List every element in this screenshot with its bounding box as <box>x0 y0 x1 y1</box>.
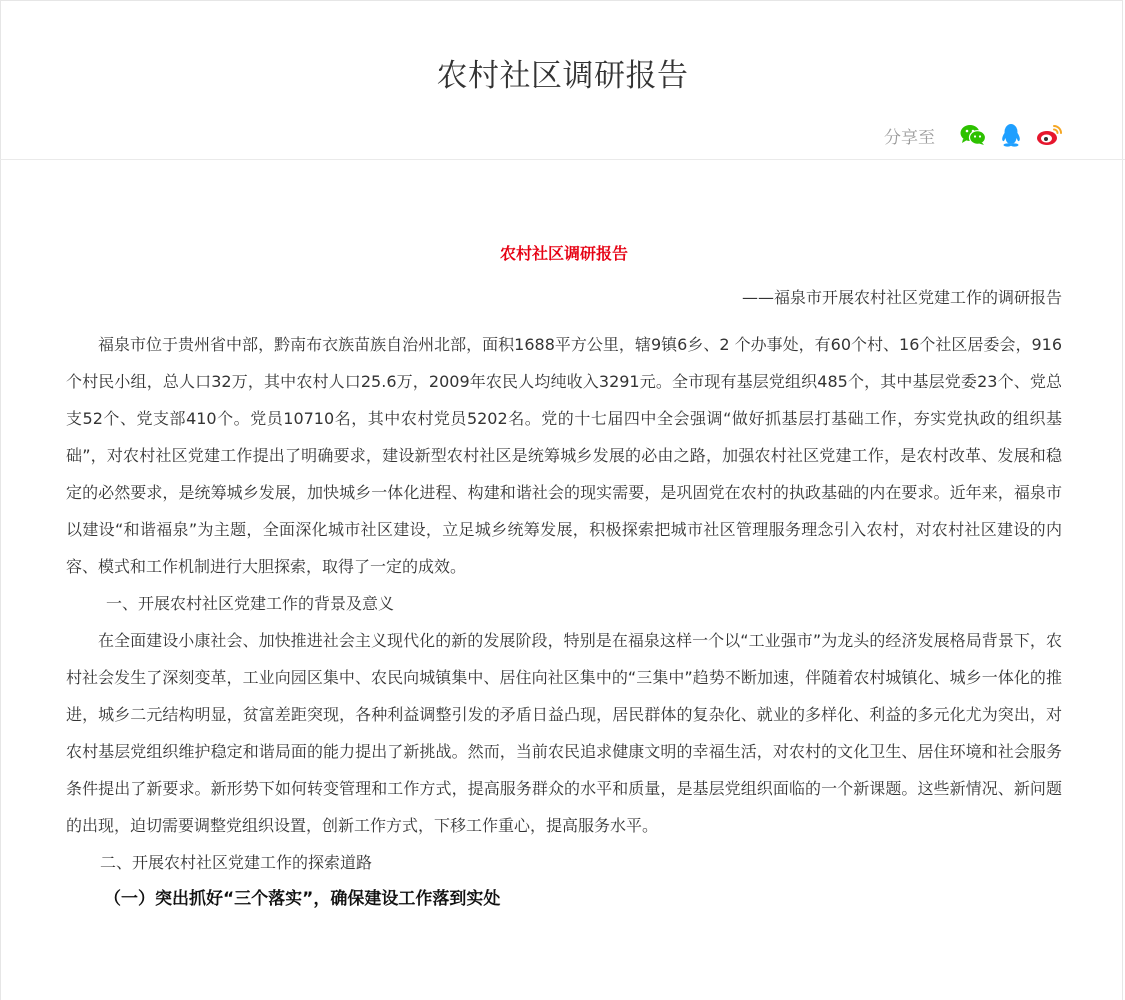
page-title: 农村社区调研报告 <box>436 58 689 94</box>
article-body <box>66 232 1062 918</box>
article-title: 农村社区调研报告 <box>499 244 628 263</box>
qq-share-button[interactable] <box>997 121 1025 149</box>
weibo-icon <box>1036 124 1062 146</box>
paragraph-intro: 福泉市位于贵州省中部，黔南布衣族苗族自治州北部，面积1688平方公里，辖9镇6乡、2 个办事处，有60个村、16个社区居委会，916个村民小组，总人口32万，其中农村人口25.6万，2009年农民人均纯收入3291元。全市现有基层党组织485个，其中基层党委23个、党总支52个、党支部410个。党员10710名，其中农村党员5202名。党的十七届四中全会强调“做好抓基层打基础工作，夯实党执政的组织基础”，对农村社区党建工作提出了明确要求，建设新型农村社区是统筹城乡发展的必由之路，加强农村社区党建工作，是农村改革、发展和稳定的必然要求，是统筹城乡发展，加快城乡一体化进程、构建和谐社会的现实需要，是巩固党在农村的执政基础的内在要求。近年来，福泉市以建设“和谐福泉”为主题，全面深化城市社区建设，立足城乡统筹发展，积极探索把城市社区管理服务理念引入农村，对农村社区建设的内容、模式和工作机制进行大胆探索，取得了一定的成效。 <box>66 335 1062 576</box>
share-bar <box>884 120 1063 150</box>
section-heading-2: 二、开展农村社区党建工作的探索道路 <box>100 853 373 872</box>
share-label: 分享至 <box>884 127 935 148</box>
wechat-share-button[interactable] <box>959 121 987 149</box>
weibo-share-button[interactable] <box>1035 121 1063 149</box>
subsection-heading-1: （一）突出抓好“三个落实”，确保建设工作落到实处 <box>104 889 501 909</box>
article-subtitle: ——福泉市开展农村社区党建工作的调研报告 <box>741 288 1062 307</box>
page-header <box>0 0 1125 160</box>
wechat-icon <box>960 124 986 146</box>
paragraph-background: 在全面建设小康社会、加快推进社会主义现代化的新的发展阶段，特别是在福泉这样一个以“工业强市”为龙头的经济发展格局背景下，农村社会发生了深刻变革，工业向园区集中、农民向城镇集中、居住向社区集中的“三集中”趋势不断加速，伴随着农村城镇化、城乡一体化的推进，城乡二元结构明显，贫富差距突现，各种利益调整引发的矛盾日益凸现，居民群体的复杂化、就业的多样化、利益的多元化尤为突出，对农村基层党组织维护稳定和谐局面的能力提出了新挑战。然而，当前农民追求健康文明的幸福生活，对农村的文化卫生、居住环境和社会服务条件提出了新要求。新形势下如何转变管理和工作方式，提高服务群众的水平和质量，是基层党组织面临的一个新课题。这些新情况、新问题的出现，迫切需要调整党组织设置，创新工作方式，下移工作重心，提高服务水平。 <box>66 631 1062 835</box>
qq-icon <box>1000 123 1022 147</box>
section-heading-1: 一、开展农村社区党建工作的背景及意义 <box>106 594 395 613</box>
